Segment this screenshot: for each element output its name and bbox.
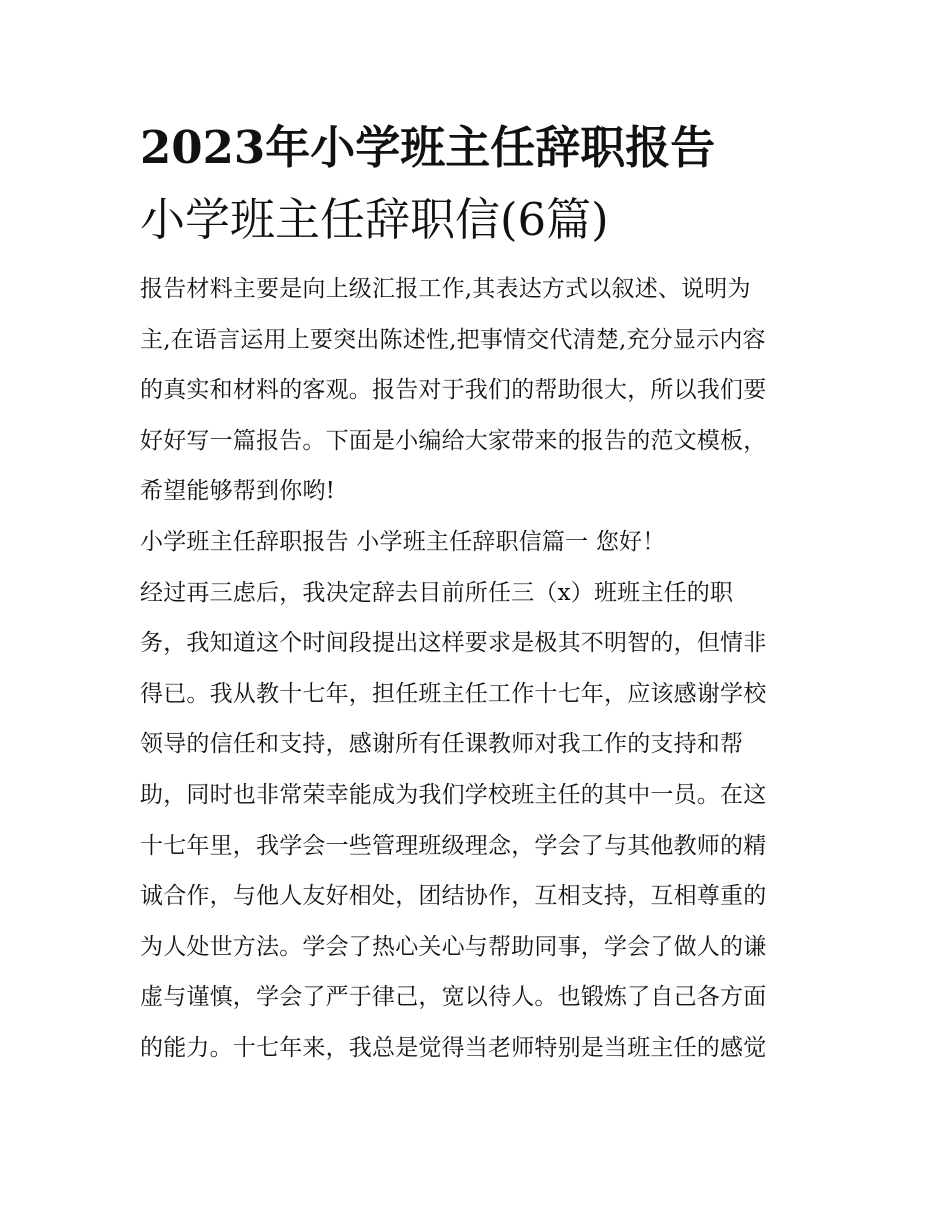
document-title-line-2: 小学班主任辞职信(6篇) [140,193,609,246]
body-line: 经过再三虑后，我决定辞去目前所任三（x）班班主任的职 [140,579,734,606]
body-line: 务，我知道这个时间段提出这样要求是极其不明智的，但情非 [140,630,767,657]
body-line: 小学班主任辞职报告 小学班主任辞职信篇一 您好！ [140,528,666,555]
document-body [140,264,815,1074]
body-line: 得已。我从教十七年，担任班主任工作十七年，应该感谢学校 [140,680,767,707]
body-line: 助，同时也非常荣幸能成为我们学校班主任的其中一员。在这 [140,781,767,808]
document-page [140,112,815,1074]
body-line: 的真实和材料的客观。报告对于我们的帮助很大，所以我们要 [140,377,767,404]
body-line: 报告材料主要是向上级汇报工作,其表达方式以叙述、说明为 [140,276,751,302]
body-line: 的能力。十七年来，我总是觉得当老师特别是当班主任的感觉 [140,1034,767,1061]
body-line: 十七年里，我学会一些管理班级理念，学会了与其他教师的精 [140,832,767,859]
body-line: 主,在语言运用上要突出陈述性,把事情交代清楚,充分显示内容 [140,326,766,353]
body-line: 希望能够帮到你哟! [140,478,336,505]
body-line: 虚与谨慎，学会了严于律己，宽以待人。也锻炼了自己各方面 [140,984,767,1011]
body-line: 诚合作，与他人友好相处，团结协作，互相支持，互相尊重的 [140,883,767,910]
body-line: 领导的信任和支持，感谢所有任课教师对我工作的支持和帮 [140,731,744,758]
body-line: 好好写一篇报告。下面是小编给大家带来的报告的范文模板， [140,427,767,454]
document-title-line-1: 2023年小学班主任辞职报告 [140,121,716,174]
body-line: 为人处世方法。学会了热心关心与帮助同事，学会了做人的谦 [140,933,767,960]
